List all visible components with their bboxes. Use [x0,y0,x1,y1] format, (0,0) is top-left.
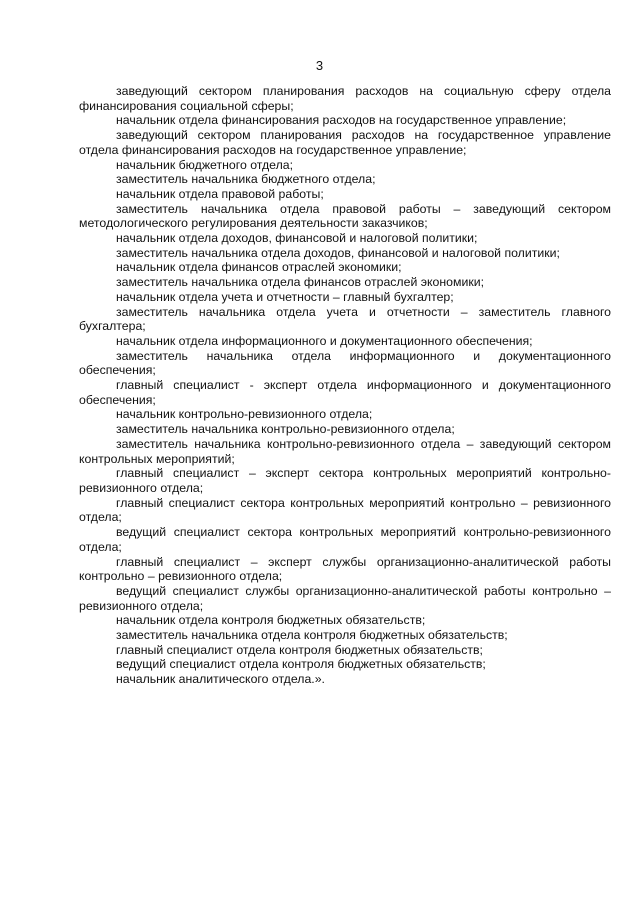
list-item: начальник отдела финансов отраслей экономики; [116,260,402,275]
list-item: заведующий сектором планирования расходов на социальную сферу отдела финансирования социальной сферы; [79,84,611,113]
list-item: начальник аналитического отдела.». [116,672,325,687]
list-item: заместитель начальника контрольно-ревизионного отдела; [116,422,455,437]
list-item: начальник отдела контроля бюджетных обязательств; [116,613,426,628]
list-item: заместитель начальника отдела контроля бюджетных обязательств; [116,628,508,643]
list-item: заместитель начальника контрольно-ревизионного отдела – заведующий сектором контрольных мероприятий; [79,436,611,466]
list-item: заместитель начальника отдела учета и отчетности – заместитель главного бухгалтера; [79,304,611,334]
list-item: главный специалист сектора контрольных мероприятий контрольно – ревизионного отдела; [79,495,611,525]
list-item: начальник отдела информационного и документационного обеспечения; [116,333,533,348]
list-item: главный специалист отдела контроля бюджетных обязательств; [116,642,483,657]
list-item: ведущий специалист сектора контрольных мероприятий контрольно-ревизионного отдела; [79,525,611,554]
list-item: ведущий специалист службы организационно-аналитической работы контрольно – ревизионного отдела; [79,583,611,613]
page-number: 3 [315,58,324,73]
list-item: заместитель начальника отдела информационного и документационного обеспечения; [79,348,611,378]
list-item: заместитель начальника отдела финансов отраслей экономики; [116,275,484,290]
list-item: начальник отдела учета и отчетности – главный бухгалтер; [116,289,454,304]
list-item: заведующий сектором планирования расходов на государственное управление отдела финансирования расходов на государственное управление; [79,128,611,157]
list-item: главный специалист – эксперт сектора контрольных мероприятий контрольно-ревизионного отдела; [79,466,611,495]
list-item: начальник контрольно-ревизионного отдела; [116,407,373,422]
list-item: заместитель начальника отдела доходов, финансовой и налоговой политики; [116,245,560,260]
list-item: заместитель начальника отдела правовой работы – заведующий сектором методологического регулирования деятельности заказчиков; [79,201,611,231]
list-item: начальник отдела финансирования расходов на государственное управление; [116,113,567,128]
list-item: главный специалист - эксперт отдела информационного и документационного обеспечения; [79,378,611,407]
list-item: ведущий специалист отдела контроля бюджетных обязательств; [116,657,486,672]
list-item: начальник отдела доходов, финансовой и налоговой политики; [116,231,478,246]
position-list [79,84,611,687]
list-item: главный специалист – эксперт службы организационно-аналитической работы контрольно – ревизионного отдела; [79,554,611,584]
list-item: начальник бюджетного отдела; [116,157,294,172]
list-item: начальник отдела правовой работы; [116,186,324,201]
list-item: заместитель начальника бюджетного отдела; [116,172,376,187]
